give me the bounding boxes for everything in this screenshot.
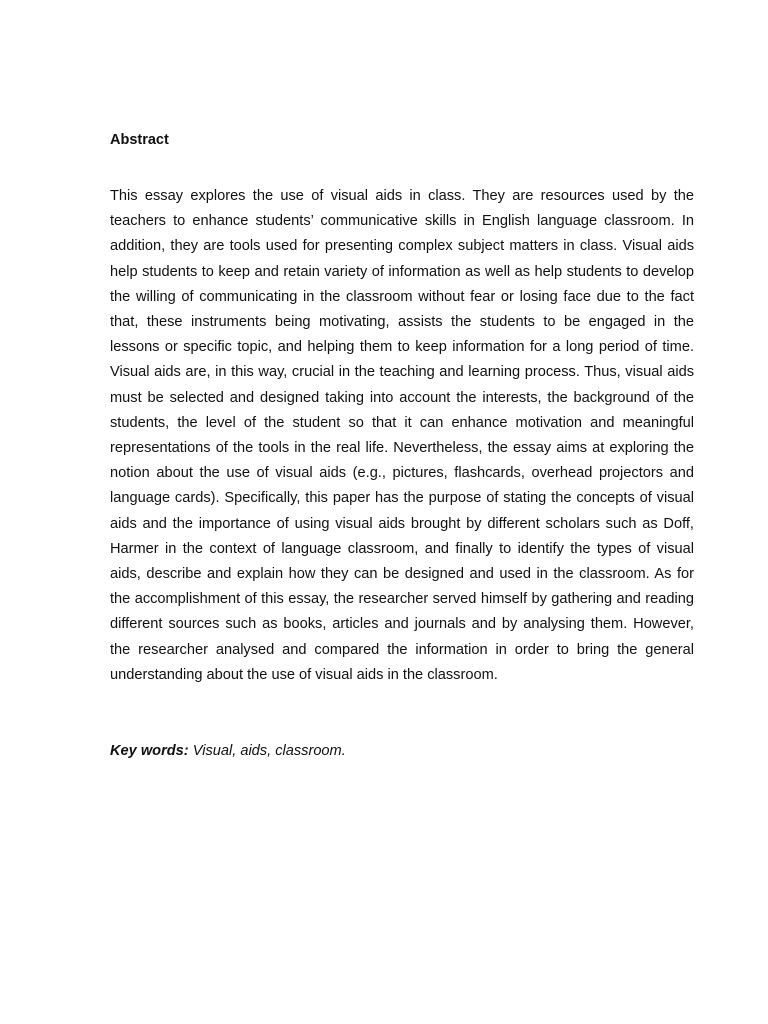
abstract-heading: Abstract xyxy=(110,132,169,148)
keywords-line xyxy=(110,741,346,761)
keywords-values: Visual, aids, classroom. xyxy=(192,743,346,759)
keywords-label: Key words: xyxy=(110,743,189,759)
abstract-body: This essay explores the use of visual aids in class. They are resources used by the teachers to enhance students’ communicative skills in English language classroom. In addition, they are tools used for presenting complex subject matters in class. Visual aids help students to keep and retain variety of information as well as help students to develop the willing of communicating in the classroom without fear or losing face due to the fact that, these instruments being motivating, assists the students to be engaged in the lessons or specific topic, and helping them to keep information for a long period of time. Visual aids are, in this way, crucial in the teaching and learning process. Thus, visual aids must be selected and designed taking into account the interests, the background of the students, the level of the student so that it can enhance motivation and meaningful representations of the tools in the real life. Nevertheless, the essay aims at exploring the notion about the use of visual aids (e.g., pictures, flashcards, overhead projectors and language cards). Specifically, this paper has the purpose of stating the concepts of visual aids and the importance of using visual aids brought by different scholars such as Doff, Harmer in the context of language classroom, and finally to identify the types of visual aids, describe and explain how they can be designed and used in the classroom. As for the accomplishment of this essay, the researcher served himself by gathering and reading different sources such as books, articles and journals and by analysing them. However, the researcher analysed and compared the information in order to bring the general understanding about the use of visual aids in the classroom. xyxy=(110,188,694,683)
